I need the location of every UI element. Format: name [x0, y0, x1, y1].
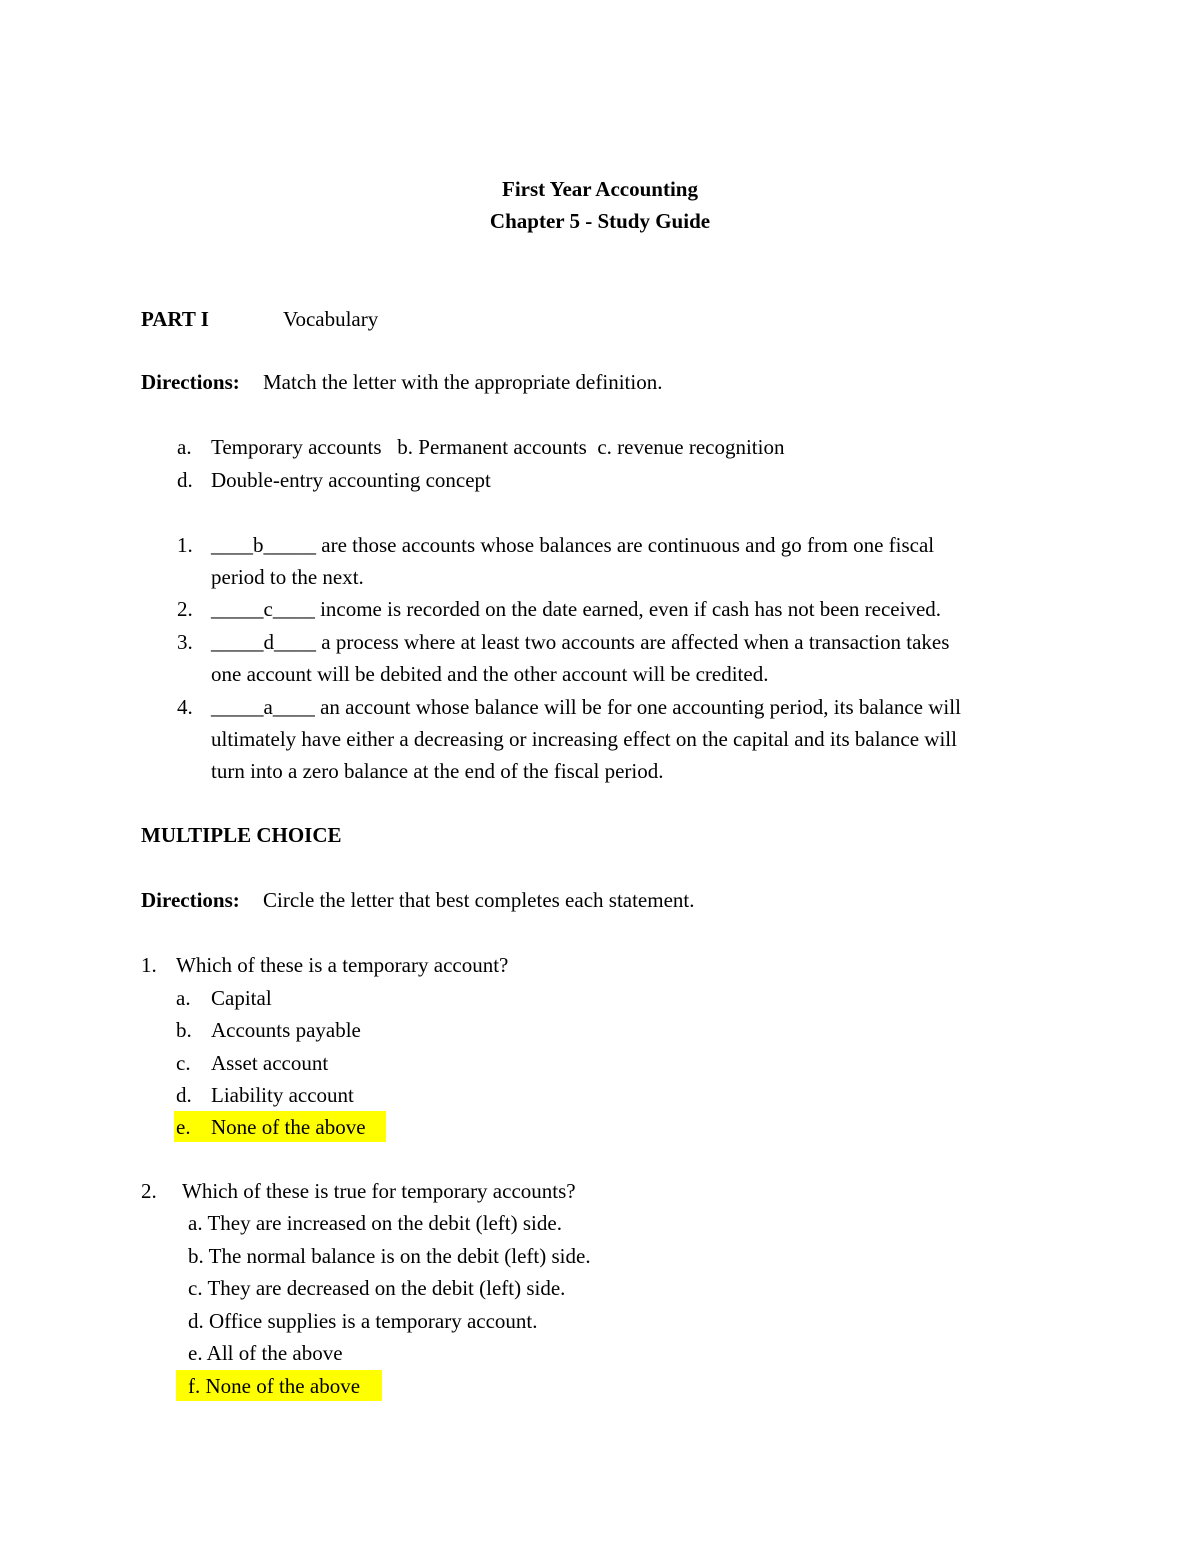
choice-text: e. All of the above: [188, 1341, 343, 1365]
item-text: _____a____ an account whose balance will be for one accounting period, its balance will: [211, 695, 961, 719]
directions-label: Directions:: [141, 370, 240, 394]
document-subtitle: Chapter 5 - Study Guide: [489, 209, 711, 233]
directions-text: Match the letter with the appropriate definition.: [263, 370, 663, 394]
choice-text: c. They are decreased on the debit (left) side.: [188, 1276, 566, 1300]
item-text: turn into a zero balance at the end of the fiscal period.: [211, 759, 664, 783]
option-letter: d.: [177, 468, 193, 492]
part-name: Vocabulary: [283, 307, 379, 331]
item-number: 4.: [177, 695, 193, 719]
choice-letter: c.: [176, 1051, 191, 1075]
choice-text-selected: f. None of the above: [188, 1374, 361, 1398]
choice-letter: b.: [176, 1018, 192, 1042]
choice-text: b. The normal balance is on the debit (left) side.: [188, 1244, 591, 1268]
document-title: First Year Accounting: [502, 177, 698, 201]
question-text: Which of these is true for temporary accounts?: [182, 1179, 576, 1203]
option-text: Double-entry accounting concept: [211, 468, 491, 492]
part-label: PART I: [141, 307, 209, 331]
choice-text-selected: None of the above: [211, 1115, 366, 1139]
item-text: period to the next.: [211, 565, 364, 589]
question-number: 2.: [141, 1179, 157, 1203]
choice-text: Capital: [211, 986, 272, 1010]
choice-text: d. Office supplies is a temporary account.: [188, 1309, 538, 1333]
item-number: 3.: [177, 630, 193, 654]
choice-text: a. They are increased on the debit (left) side.: [188, 1211, 562, 1235]
item-number: 2.: [177, 597, 193, 621]
option-text: Temporary accounts b. Permanent accounts c. revenue recognition: [211, 435, 785, 459]
directions-text: Circle the letter that best completes each statement.: [263, 888, 695, 912]
directions-label: Directions:: [141, 888, 240, 912]
item-text: _____d____ a process where at least two accounts are affected when a transaction takes: [211, 630, 950, 654]
choice-letter: a.: [176, 986, 191, 1010]
item-number: 1.: [177, 533, 193, 557]
item-text: _____c____ income is recorded on the date earned, even if cash has not been received.: [211, 597, 942, 621]
question-text: Which of these is a temporary account?: [176, 953, 509, 977]
choice-letter: d.: [176, 1083, 192, 1107]
option-letter: a.: [177, 435, 192, 459]
section-heading: MULTIPLE CHOICE: [141, 823, 342, 847]
item-text: one account will be debited and the other account will be credited.: [211, 662, 769, 686]
item-text: ultimately have either a decreasing or increasing effect on the capital and its balance will: [211, 727, 957, 751]
choice-text: Liability account: [211, 1083, 354, 1107]
choice-text: Asset account: [211, 1051, 329, 1075]
question-number: 1.: [141, 953, 157, 977]
choice-letter: e.: [176, 1115, 191, 1139]
choice-text: Accounts payable: [211, 1018, 361, 1042]
item-text: ____b_____ are those accounts whose balances are continuous and go from one fiscal: [211, 533, 935, 557]
